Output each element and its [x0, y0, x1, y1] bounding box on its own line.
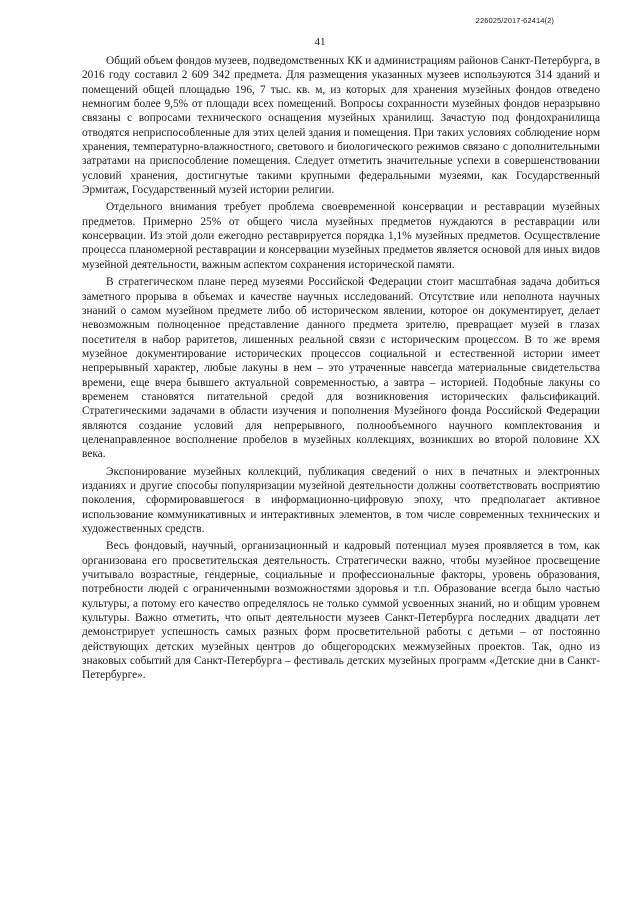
paragraph-education: Весь фондовый, научный, организационный и кадровый потенциал музея проявляется в том, как организована его просветительская деятельность. Стратегически важно, чтобы музейное просвещение учитывало возрастные, гендерные, социальные и профессиональные факторы, уровень образования, потребности людей с ограниченными возможностями здоровья и т.п. Образование всегда было частью культуры, а потому его качество определялось не только суммой усвоенных знаний, но и общим уровнем культуры. Важно отметить, что опыт деятельности музеев Санкт-Петербурга последних двадцати лет демонстрирует успешность самых разных форм просветительной работы с детьми – от постоянно действующих детских музейных центров до общегородских межмузейных проектов. Так, одно из знаковых событий для Санкт-Петербурга – фестиваль детских музейных программ «Детские дни в Санкт-Петербурге». [82, 540, 600, 682]
paragraph-museum-funds: Общий объем фондов музеев, подведомственных КК и администрациям районов Санкт-Петербурга, в 2016 году составил 2 609 342 предмета. Для размещения указанных музеев используются 314 зданий и помещений общей площадью 196, 7 тыс. кв. м, из которых для хранения музейных фондов отведено немногим более 9,5% от площади всех помещений. Вопросы сохранности музейных фондов неразрывно связаны с вопросами технического оснащения музейных хранилищ. Зачастую под фондохранилища отводятся неприспособленные для этих целей здания и помещения. При таких условиях соблюдение норм хранения, температурно-влажностного, светового и биологического режимов связано с дополнительными затратами на приспособление помещения. Следует отметить значительные успехи в совершенствовании условий хранения, достигнутые такими крупными федеральными музеями, как Государственный Эрмитаж, Государственный музей истории религии. [82, 55, 600, 197]
paragraph-conservation: Отдельного внимания требует проблема своевременной консервации и реставрации музейных предметов. Примерно 25% от общего числа музейных предметов нуждаются в реставрации или консервации. Из этой доли ежегодно реставрируется порядка 1,1% музейных предметов. Осуществление процесса планомерной реставрации и консервации музейных предметов является основой для иных видов музейной деятельности, важным аспектом сохранения исторической памяти. [82, 201, 600, 271]
document-registration-number: 226025/2017-62414(2) [475, 16, 554, 25]
document-body [82, 54, 600, 686]
paragraph-exhibition: Экспонирование музейных коллекций, публикация сведений о них в печатных и электронных изданиях и другие способы популяризации музейной деятельности должны соответствовать восприятию поколения, сформировавшегося в информационно-цифровую эпоху, что предполагает активное использование коммуникативных и интерактивных элементов, в том числе современных технических и художественных средств. [82, 465, 600, 535]
paragraph-research: В стратегическом плане перед музеями Российской Федерации стоит масштабная задача добиться заметного прорыва в объемах и качестве научных исследований. Отсутствие или неполнота научных знаний о самом музейном предмете либо об историческом явлении, которое он документирует, делает невозможным полноценное представление данного предмета зрителю, превращает музей в глазах посетителя в набор раритетов, лишенных реальной связи с историческим процессом. В то же время музейное документирование исторических процессов социальной и естественной истории имеет непрерывный характер, любые лакуны в нем – это утраченные навсегда материальные свидетельства времени, еще вчера бывшего актуальной современностью, а завтра – историей. Подобные лакуны со временем становятся питательной средой для возникновения исторических фальсификаций. Стратегическими задачами в области изучения и пополнения Музейного фонда Российской Федерации являются создание условий для непрерывного, полнообъемного научного комплектования и целенаправленное восполнение пробелов в музейных коллекциях, возникших во второй половине XX века. [82, 276, 600, 461]
page-number: 41 [314, 36, 326, 48]
